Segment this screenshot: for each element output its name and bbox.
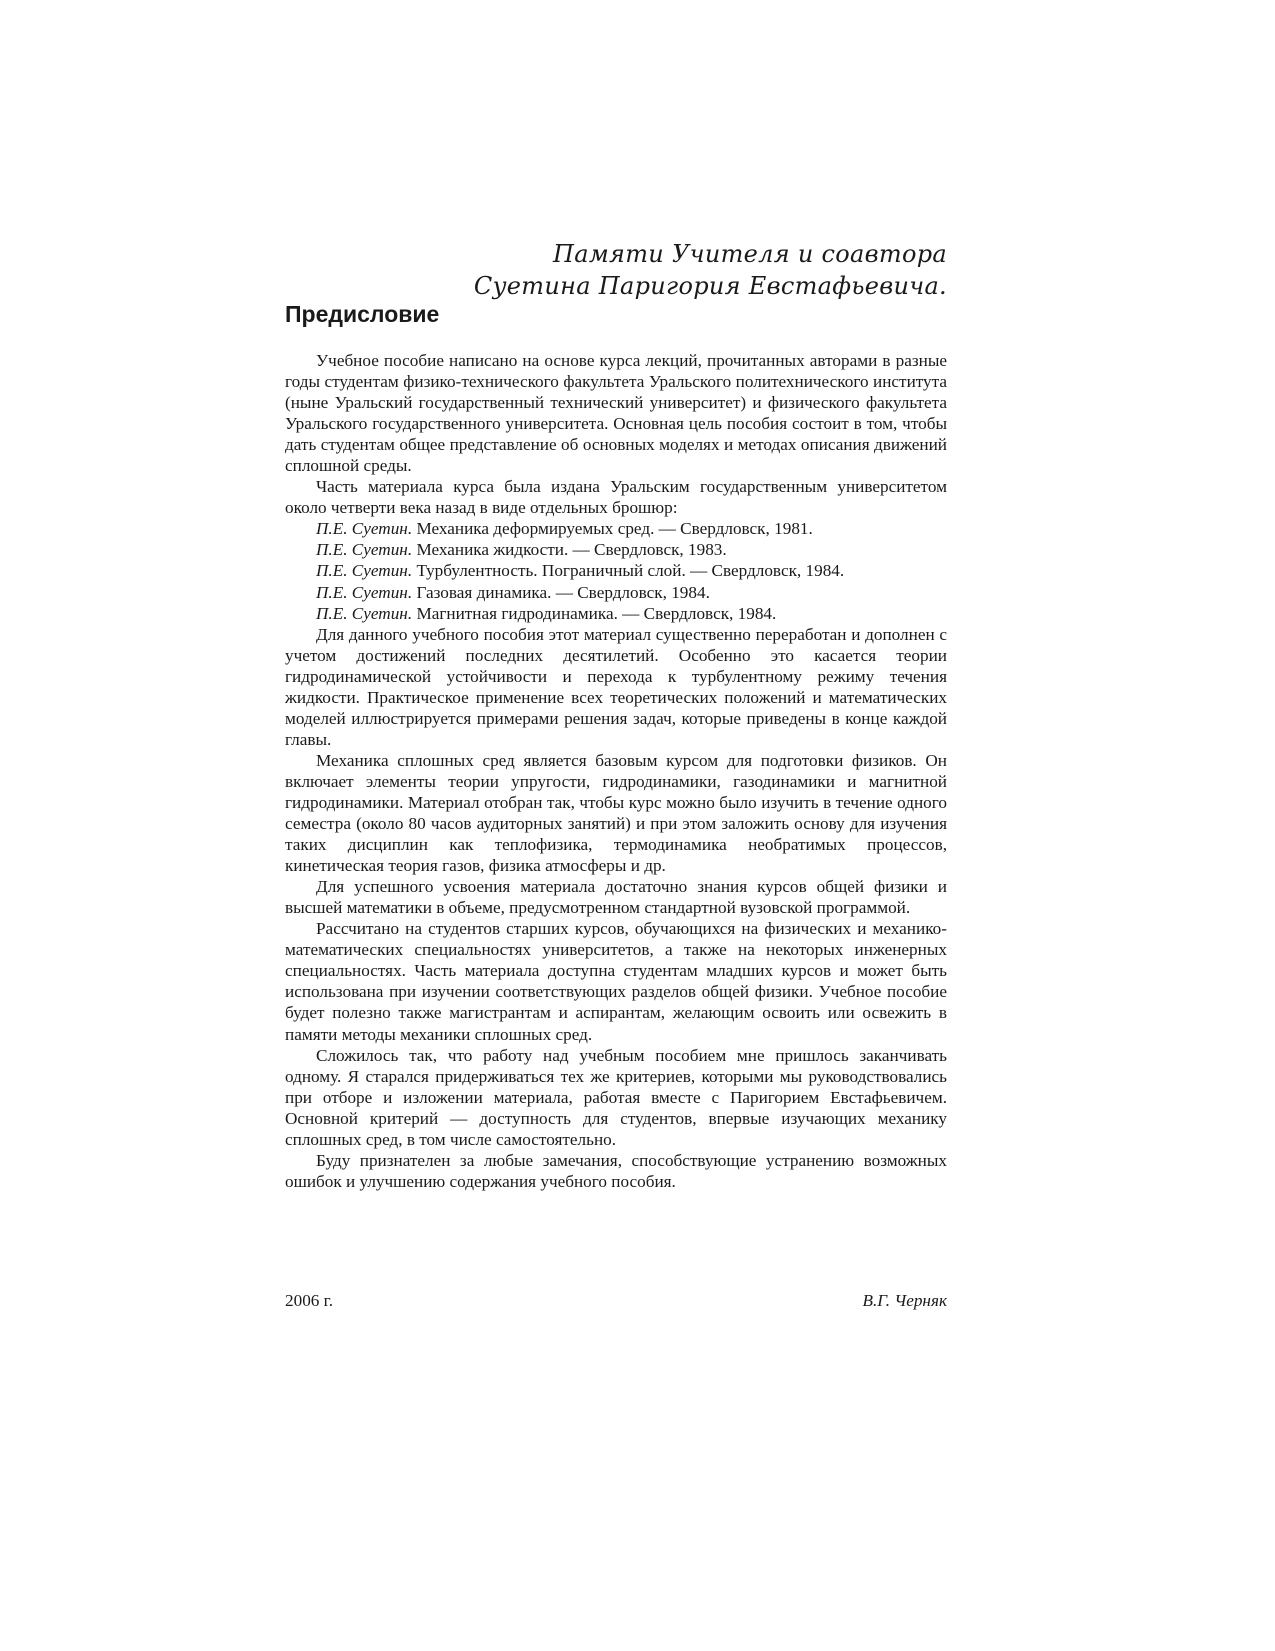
paragraph: Рассчитано на студентов старших курсов, обучающихся на физических и механико-математических специальностях университетов, а также на некоторых инженерных специальностях. Часть материала доступна студентам младших курсов и может быть использована при изучении соответствующих разделов общей физики. Учебное пособие будет полезно также магистрантам и аспирантам, желающим освоить или освежить в памяти методы механики сплошных сред. <box>285 919 947 1044</box>
dedication <box>285 238 947 302</box>
reference-item <box>285 539 947 560</box>
paragraph: Для данного учебного пособия этот материал существенно переработан и дополнен с учетом достижений последних десятилетий. Особенно это касается теории гидродинамической устойчивости и перехода к турбулентному режиму течения жидкости. Практическое применение всех теоретических положений и математических моделей иллюстрируется примерами решения задач, которые приведены в конце каждой главы. <box>285 624 947 749</box>
author-signature: В.Г. Черняк <box>862 1291 947 1310</box>
dedication-line-2: Суетина Паригория Евстафьевича. <box>473 272 947 300</box>
paragraph: Учебное пособие написано на основе курса лекций, прочитанных авторами в разные годы студентам физико-технического факультета Уральского политехнического института (ныне Уральский государственный технический университет) и физического факультета Уральского государственного университета. Основная цель пособия состоит в том, чтобы дать студентам общее представление об основных моделях и методах описания движений сплошной среды. <box>285 351 947 476</box>
reference-item <box>285 518 947 539</box>
paragraph: Для успешного усвоения материала достаточно знания курсов общей физики и высшей математики в объеме, предусмотренном стандартной вузовской программой. <box>285 877 947 918</box>
reference-text: Газовая динамика. — Свердловск, 1984. <box>416 582 710 602</box>
reference-author: П.Е. Суетин. <box>316 519 413 539</box>
reference-text: Магнитная гидродинамика. — Свердловск, 1984. <box>416 603 777 623</box>
preface-body <box>285 350 947 1192</box>
reference-author: П.Е. Суетин. <box>316 540 413 560</box>
paragraph: Часть материала курса была издана Уральским государственным университетом около четверти века назад в виде отдельных брошюр: <box>285 477 947 518</box>
reference-author: П.Е. Суетин. <box>316 582 413 602</box>
paragraph: Сложилось так, что работу над учебным пособием мне пришлось заканчивать одному. Я старался придерживаться тех же критериев, которыми мы руководствовались при отборе и изложении материала, работая вместе с Паригорием Евстафьевичем. Основной критерий — доступность для студентов, впервые изучающих механику сплошных сред, в том числе самостоятельно. <box>285 1045 947 1149</box>
dedication-line-1: Памяти Учителя и соавтора <box>553 240 947 268</box>
reference-item <box>285 582 947 603</box>
reference-item <box>285 603 947 624</box>
reference-text: Механика деформируемых сред. — Свердловск, 1981. <box>416 519 813 539</box>
page <box>285 0 947 1651</box>
reference-item <box>285 560 947 581</box>
reference-text: Турбулентность. Пограничный слой. — Свердловск, 1984. <box>416 561 845 581</box>
page-title: Предисловие <box>285 301 440 327</box>
date: 2006 г. <box>285 1291 334 1310</box>
reference-author: П.Е. Суетин. <box>316 603 413 623</box>
paragraph: Буду признателен за любые замечания, способствующие устранению возможных ошибок и улучшению содержания учебного пособия. <box>285 1150 947 1191</box>
paragraph: Механика сплошных сред является базовым курсом для подготовки физиков. Он включает элементы теории упругости, гидродинамики, газодинамики и магнитной гидродинамики. Материал отобран так, чтобы курс можно было изучить в течение одного семестра (около 80 часов аудиторных занятий) и при этом заложить основу для изучения таких дисциплин как теплофизика, термодинамика необратимых процессов, кинетическая теория газов, физика атмосферы и др. <box>285 750 947 876</box>
reference-author: П.Е. Суетин. <box>316 561 413 581</box>
reference-text: Механика жидкости. — Свердловск, 1983. <box>416 540 727 560</box>
